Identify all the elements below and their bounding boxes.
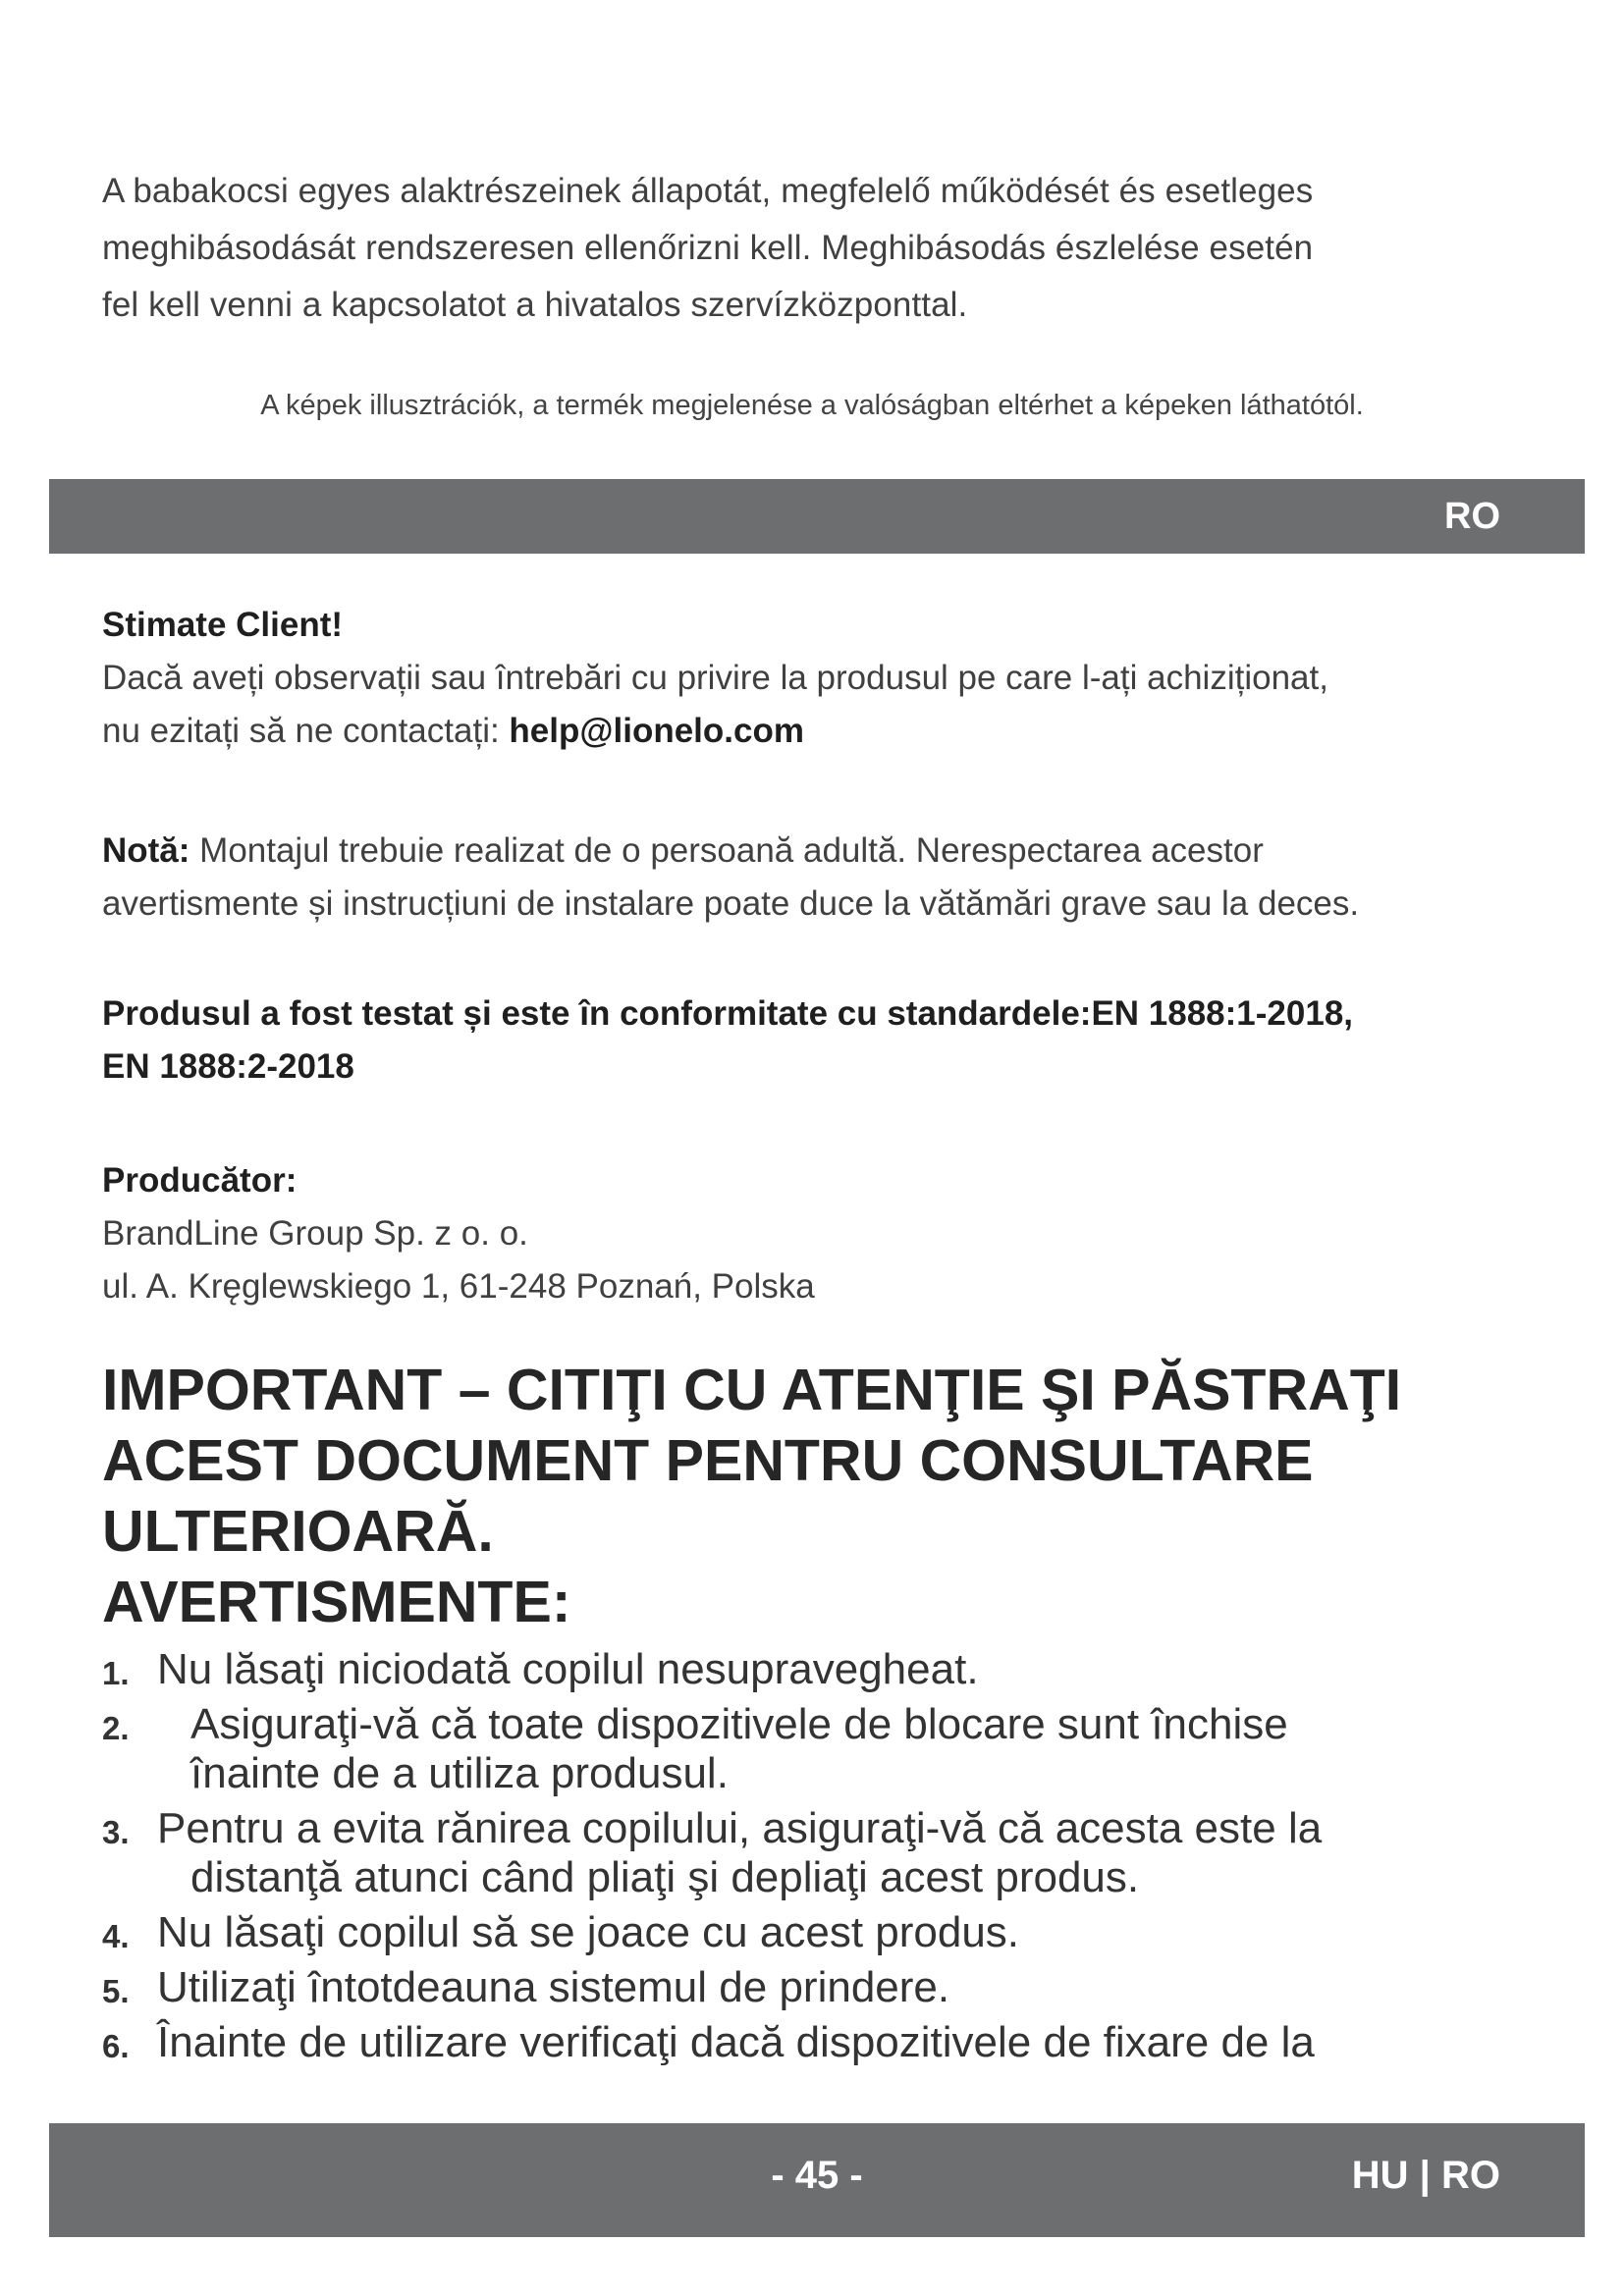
warning-item xyxy=(102,1645,1555,1694)
warning-number: 2. xyxy=(102,1710,130,1746)
footer-languages: HU | RO xyxy=(1351,2154,1500,2197)
warnings-heading: AVERTISMENTE: xyxy=(102,1570,571,1634)
greeting-heading: Stimate Client! xyxy=(102,606,344,644)
standard-line: Produsul a fost testat și este în conformitate cu standardele:EN 1888:1-2018, xyxy=(102,994,1354,1033)
warning-text xyxy=(157,1908,1555,1957)
warning-line: Nu lăsaţi copilul să se joace cu acest produs. xyxy=(157,1908,1020,1956)
warning-item xyxy=(102,1908,1555,1957)
warning-line: Asiguraţi-vă că toate dispozitivele de blocare sunt închise xyxy=(190,1700,1288,1748)
title-line: IMPORTANT – CITIŢI CU ATENŢIE ŞI PĂSTRAŢI xyxy=(102,1358,1402,1422)
note-text: Montajul trebuie realizat de o persoană adultă. Nerespectarea acestor xyxy=(189,831,1264,870)
producer-name: BrandLine Group Sp. z o. o. xyxy=(102,1214,528,1253)
note-line xyxy=(102,825,1555,878)
warning-number: 6. xyxy=(102,2028,130,2064)
note-label: Notă: xyxy=(102,831,190,870)
warning-item xyxy=(102,1700,1555,1798)
producer-address: ul. A. Kręglewskiego 1, 61-248 Poznań, Polska xyxy=(102,1267,815,1306)
warning-item xyxy=(102,1963,1555,2012)
standard-line: EN 1888:2-2018 xyxy=(102,1047,354,1086)
hu-maintenance-paragraph xyxy=(102,163,1536,334)
warning-item xyxy=(102,2018,1555,2067)
warning-text xyxy=(157,2018,1555,2067)
support-email-link[interactable]: help@lionelo.com xyxy=(509,712,804,750)
warning-line: Utilizaţi întotdeauna sistemul de prindere. xyxy=(157,1963,950,2011)
producer-label: Producător: xyxy=(102,1161,298,1200)
warning-line: Înainte de utilizare verificaţi dacă dispozitivele de fixare de la xyxy=(157,2018,1315,2066)
warning-item xyxy=(102,1804,1555,1902)
contact-line-text: nu ezitați să ne contactați: xyxy=(102,712,510,750)
standards-section xyxy=(102,988,1555,1094)
warning-text xyxy=(157,1645,1555,1694)
warnings-list xyxy=(102,1645,1555,2073)
note-line: avertismente și instrucțiuni de instalare poate duce la vătămări grave sau la deces. xyxy=(102,884,1360,923)
title-line: ULTERIOARĂ. xyxy=(102,1499,494,1564)
warning-text xyxy=(190,1700,1555,1798)
warning-line: Nu lăsaţi niciodată copilul nesupravegheat. xyxy=(157,1645,979,1693)
warning-number: 3. xyxy=(102,1814,130,1850)
hu-paragraph-line: A babakocsi egyes alaktrészeinek állapotát, megfelelő működését és esetleges xyxy=(102,172,1314,210)
hu-paragraph-line: fel kell venni a kapcsolatot a hivatalos szervízközponttal. xyxy=(102,286,968,324)
contact-line: Dacă aveți observații sau întrebări cu privire la produsul pe care l-ați achiziționat, xyxy=(102,659,1328,697)
warning-number: 4. xyxy=(102,1918,130,1954)
warning-line: Pentru a evita rănirea copilului, asiguraţi-vă că acesta este la xyxy=(157,1804,1323,1852)
section-header-bar xyxy=(49,479,1585,554)
section-language-label: RO xyxy=(1444,496,1500,537)
contact-line-with-email xyxy=(102,705,1555,758)
title-line: ACEST DOCUMENT PENTRU CONSULTARE xyxy=(102,1428,1314,1493)
warning-number: 1. xyxy=(102,1655,130,1691)
page-number: - 45 - xyxy=(771,2154,863,2197)
assembly-note-section xyxy=(102,825,1555,931)
warning-line: înainte de a utiliza produsul. xyxy=(190,1749,729,1797)
page-footer-bar xyxy=(49,2123,1585,2237)
important-warning-title xyxy=(102,1355,1555,1637)
warning-text xyxy=(157,1963,1555,2012)
client-contact-section xyxy=(102,599,1555,758)
warning-number: 5. xyxy=(102,1973,130,2009)
hu-paragraph-line: meghibásodását rendszeresen ellenőrizni kell. Meghibásodás észlelése esetén xyxy=(102,229,1314,267)
warning-line: distanţă atunci când pliaţi şi depliaţi acest produs. xyxy=(190,1853,1140,1901)
hu-illustration-note: A képek illusztrációk, a termék megjelenése a valóságban eltérhet a képeken láthatótól. xyxy=(260,390,1364,421)
warning-text xyxy=(157,1804,1555,1902)
producer-section xyxy=(102,1154,1555,1313)
